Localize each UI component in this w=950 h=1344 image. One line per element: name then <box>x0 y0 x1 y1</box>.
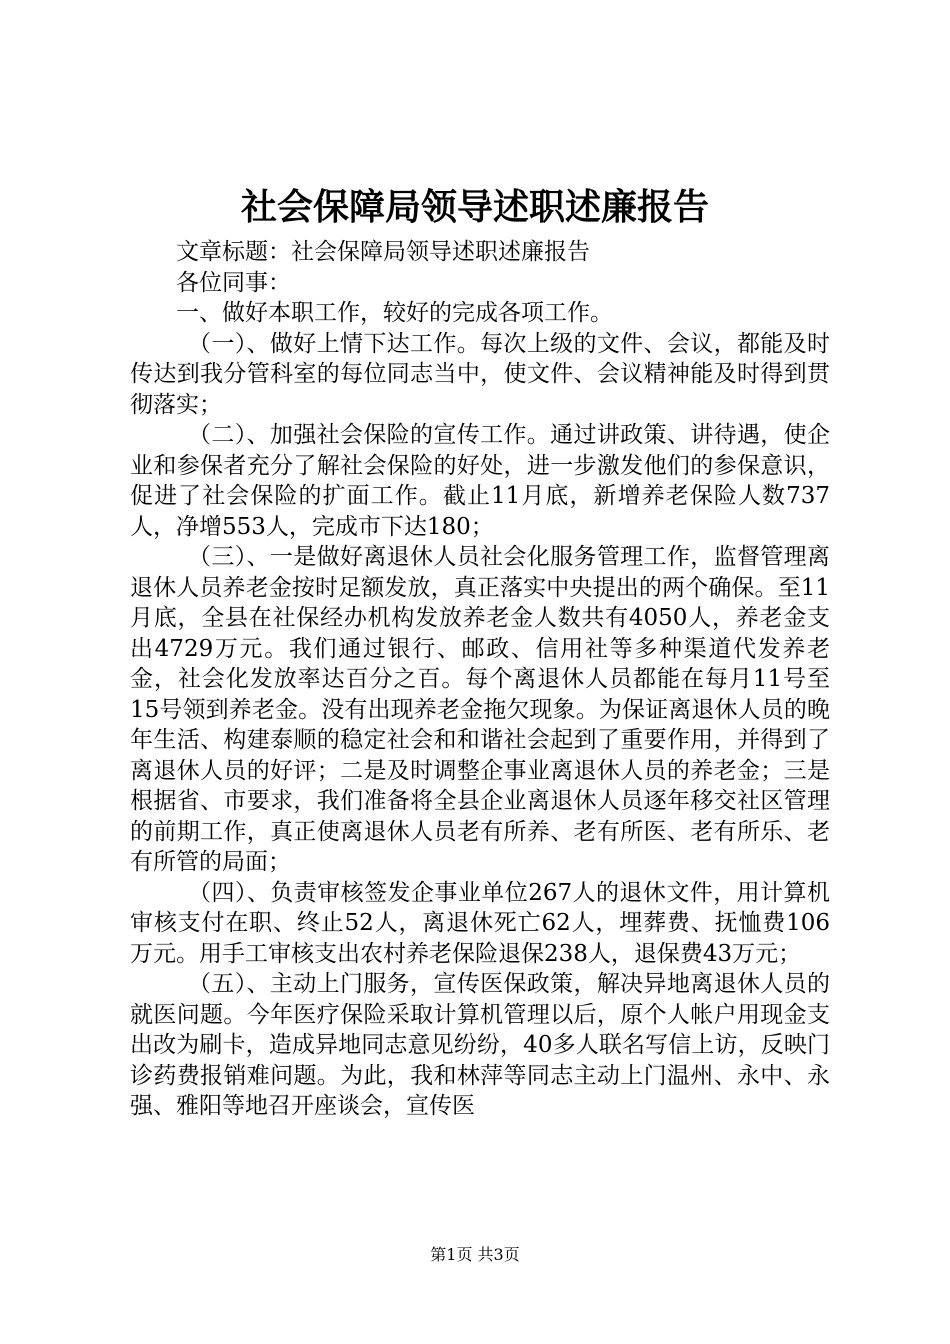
article-title-line: 文章标题：社会保障局领导述职述廉报告 <box>176 239 590 265</box>
document-body <box>130 237 830 1122</box>
section-heading: 一、做好本职工作，较好的完成各项工作。 <box>176 300 613 326</box>
paragraph-item-5: （五）、主动上门服务，宣传医保政策，解决异地离退休人员的就医问题。今年医疗保险采取计算机管理以后，原个人帐户用现金支出改为刷卡，造成异地同志意见纷纷，40多人联名写信上访，反映门诊药费报销难问题。为此，我和林萍等同志主动上门温州、永中、永强、雅阳等地召开座谈会，宣传医 <box>130 971 830 1119</box>
paragraph-item-4: （四）、负责审核签发企事业单位267人的退休文件，用计算机审核支付在职、终止52人，离退休死亡62人，埋葬费、抚恤费106万元。用手工审核支出农村养老保险退保238人，退保费43万元； <box>130 879 830 967</box>
page-number-footer: 第1页 共3页 <box>430 1245 520 1264</box>
paragraph-item-1: （一）、做好上情下达工作。每次上级的文件、会议，都能及时传达到我分管科室的每位同志当中，使文件、会议精神能及时得到贯彻落实； <box>130 330 830 418</box>
document-title: 社会保障局领导述职述廉报告 <box>240 186 709 228</box>
paragraph-item-2: （二）、加强社会保险的宣传工作。通过讲政策、讲待遇，使企业和参保者充分了解社会保险的好处，进一步激发他们的参保意识，促进了社会保险的扩面工作。截止11月底，新增养老保险人数737人，净增553人，完成市下达180； <box>130 422 830 540</box>
salutation: 各位同事： <box>176 269 291 296</box>
paragraph-item-3: （三）、一是做好离退休人员社会化服务管理工作，监督管理离退休人员养老金按时足额发放，真正落实中央提出的两个确保。至11月底，全县在社保经办机构发放养老金人数共有4050人，养老金支出4729万元。我们通过银行、邮政、信用社等多种渠道代发养老金，社会化发放率达百分之百。每个离退休人员都能在每月11号至15号领到养老金。没有出现养老金拖欠现象。为保证离退休人员的晚年生活、构建泰顺的稳定社会和和谐社会起到了重要作用，并得到了离退休人员的好评；二是及时调整企事业离退休人员的养老金；三是根据省、市要求，我们准备将全县企业离退休人员逐年移交社区管理的前期工作，真正使离退休人员老有所养、老有所医、老有所乐、老有所管的局面； <box>130 544 830 875</box>
